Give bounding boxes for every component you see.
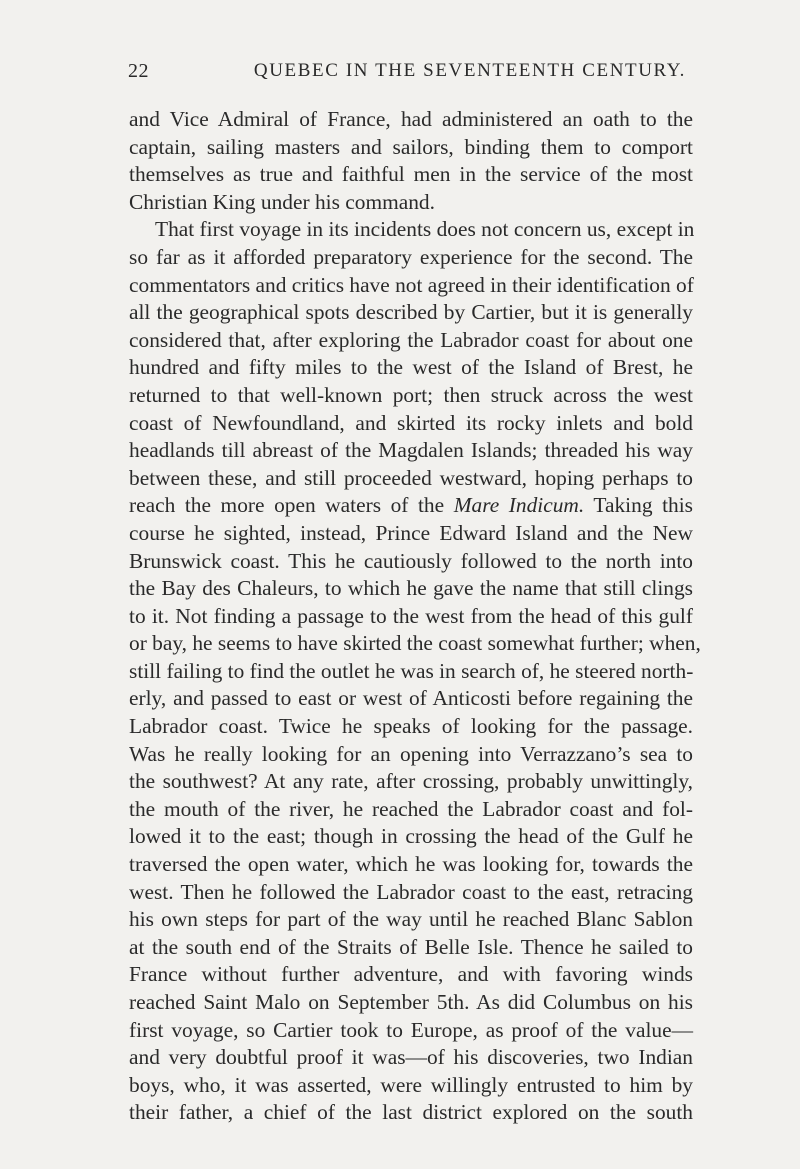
text-line: France without further adventure, and with favoring winds <box>129 962 693 987</box>
text-line: to it. Not finding a passage to the west from the head of this gulf <box>129 603 693 628</box>
text-line: the southwest? At any rate, after crossing, probably unwittingly, <box>129 769 693 794</box>
text-line: and very doubtful proof it was—of his discoveries, two Indian <box>129 1045 693 1070</box>
text-line: themselves as true and faithful men in the service of the most <box>129 162 693 187</box>
text-line: their father, a chief of the last district explored on the south <box>129 1100 693 1125</box>
text-line: all the geographical spots described by Cartier, but it is generally <box>129 300 693 325</box>
text-line: still failing to find the outlet he was in search of, he steered north- <box>129 658 694 683</box>
text-line: the Bay des Chaleurs, to which he gave the name that still clings <box>129 576 693 601</box>
page-number: 22 <box>128 60 149 82</box>
text-line: course he sighted, instead, Prince Edward Island and the New <box>129 520 693 545</box>
running-head <box>128 60 692 84</box>
text-line: coast of Newfoundland, and skirted its rocky inlets and bold <box>129 410 693 435</box>
text-line: hundred and fifty miles to the west of the Island of Brest, he <box>129 355 693 380</box>
text-line: That first voyage in its incidents does not concern us, except in <box>155 217 695 242</box>
text-line: captain, sailing masters and sailors, binding them to comport <box>129 134 693 159</box>
text-line: his own steps for part of the way until he reached Blanc Sablon <box>129 907 693 932</box>
text-line: commentators and critics have not agreed in their identification of <box>129 272 694 297</box>
text-line: Brunswick coast. This he cautiously followed to the north into <box>129 548 693 573</box>
running-title: QUEBEC IN THE SEVENTEENTH CENTURY. <box>253 60 686 81</box>
text-line: lowed it to the east; though in crossing the head of the Gulf he <box>129 824 693 849</box>
text-line: returned to that well-known port; then struck across the west <box>129 382 693 407</box>
text-line: west. Then he followed the Labrador coast to the east, retracing <box>129 879 693 904</box>
italic-term: Mare Indicum. <box>453 493 585 518</box>
text-line: headlands till abreast of the Magdalen Islands; threaded his way <box>129 438 693 463</box>
text-line: first voyage, so Cartier took to Europe, as proof of the value— <box>129 1017 693 1042</box>
text-line: Was he really looking for an opening into Verrazzano’s sea to <box>129 741 693 766</box>
text-line: considered that, after exploring the Labrador coast for about one <box>129 327 693 352</box>
text-line: erly, and passed to east or west of Anticosti before regaining the <box>129 686 693 711</box>
text-line: the mouth of the river, he reached the Labrador coast and fol- <box>129 796 693 821</box>
text-segment: reach the more open waters of the <box>129 493 445 518</box>
text-line: at the south end of the Straits of Belle Isle. Thence he sailed to <box>129 934 693 959</box>
text-line: between these, and still proceeded westward, hoping perhaps to <box>129 465 693 490</box>
text-line: reached Saint Malo on September 5th. As did Columbus on his <box>129 990 693 1014</box>
body-text <box>129 106 701 1127</box>
text-line: traversed the open water, which he was looking for, towards the <box>129 852 693 877</box>
text-line: so far as it afforded preparatory experience for the second. The <box>129 244 693 269</box>
text-line: Christian King under his command. <box>129 189 435 214</box>
text-line: Labrador coast. Twice he speaks of looking for the passage. <box>129 714 693 739</box>
text-line: or bay, he seems to have skirted the coast somewhat further; when, <box>129 631 701 656</box>
text-line-with-italic <box>129 492 693 520</box>
text-line: boys, who, it was asserted, were willingly entrusted to him by <box>129 1072 693 1097</box>
text-segment: Taking this <box>593 493 693 518</box>
text-line: and Vice Admiral of France, had administered an oath to the <box>129 107 693 131</box>
